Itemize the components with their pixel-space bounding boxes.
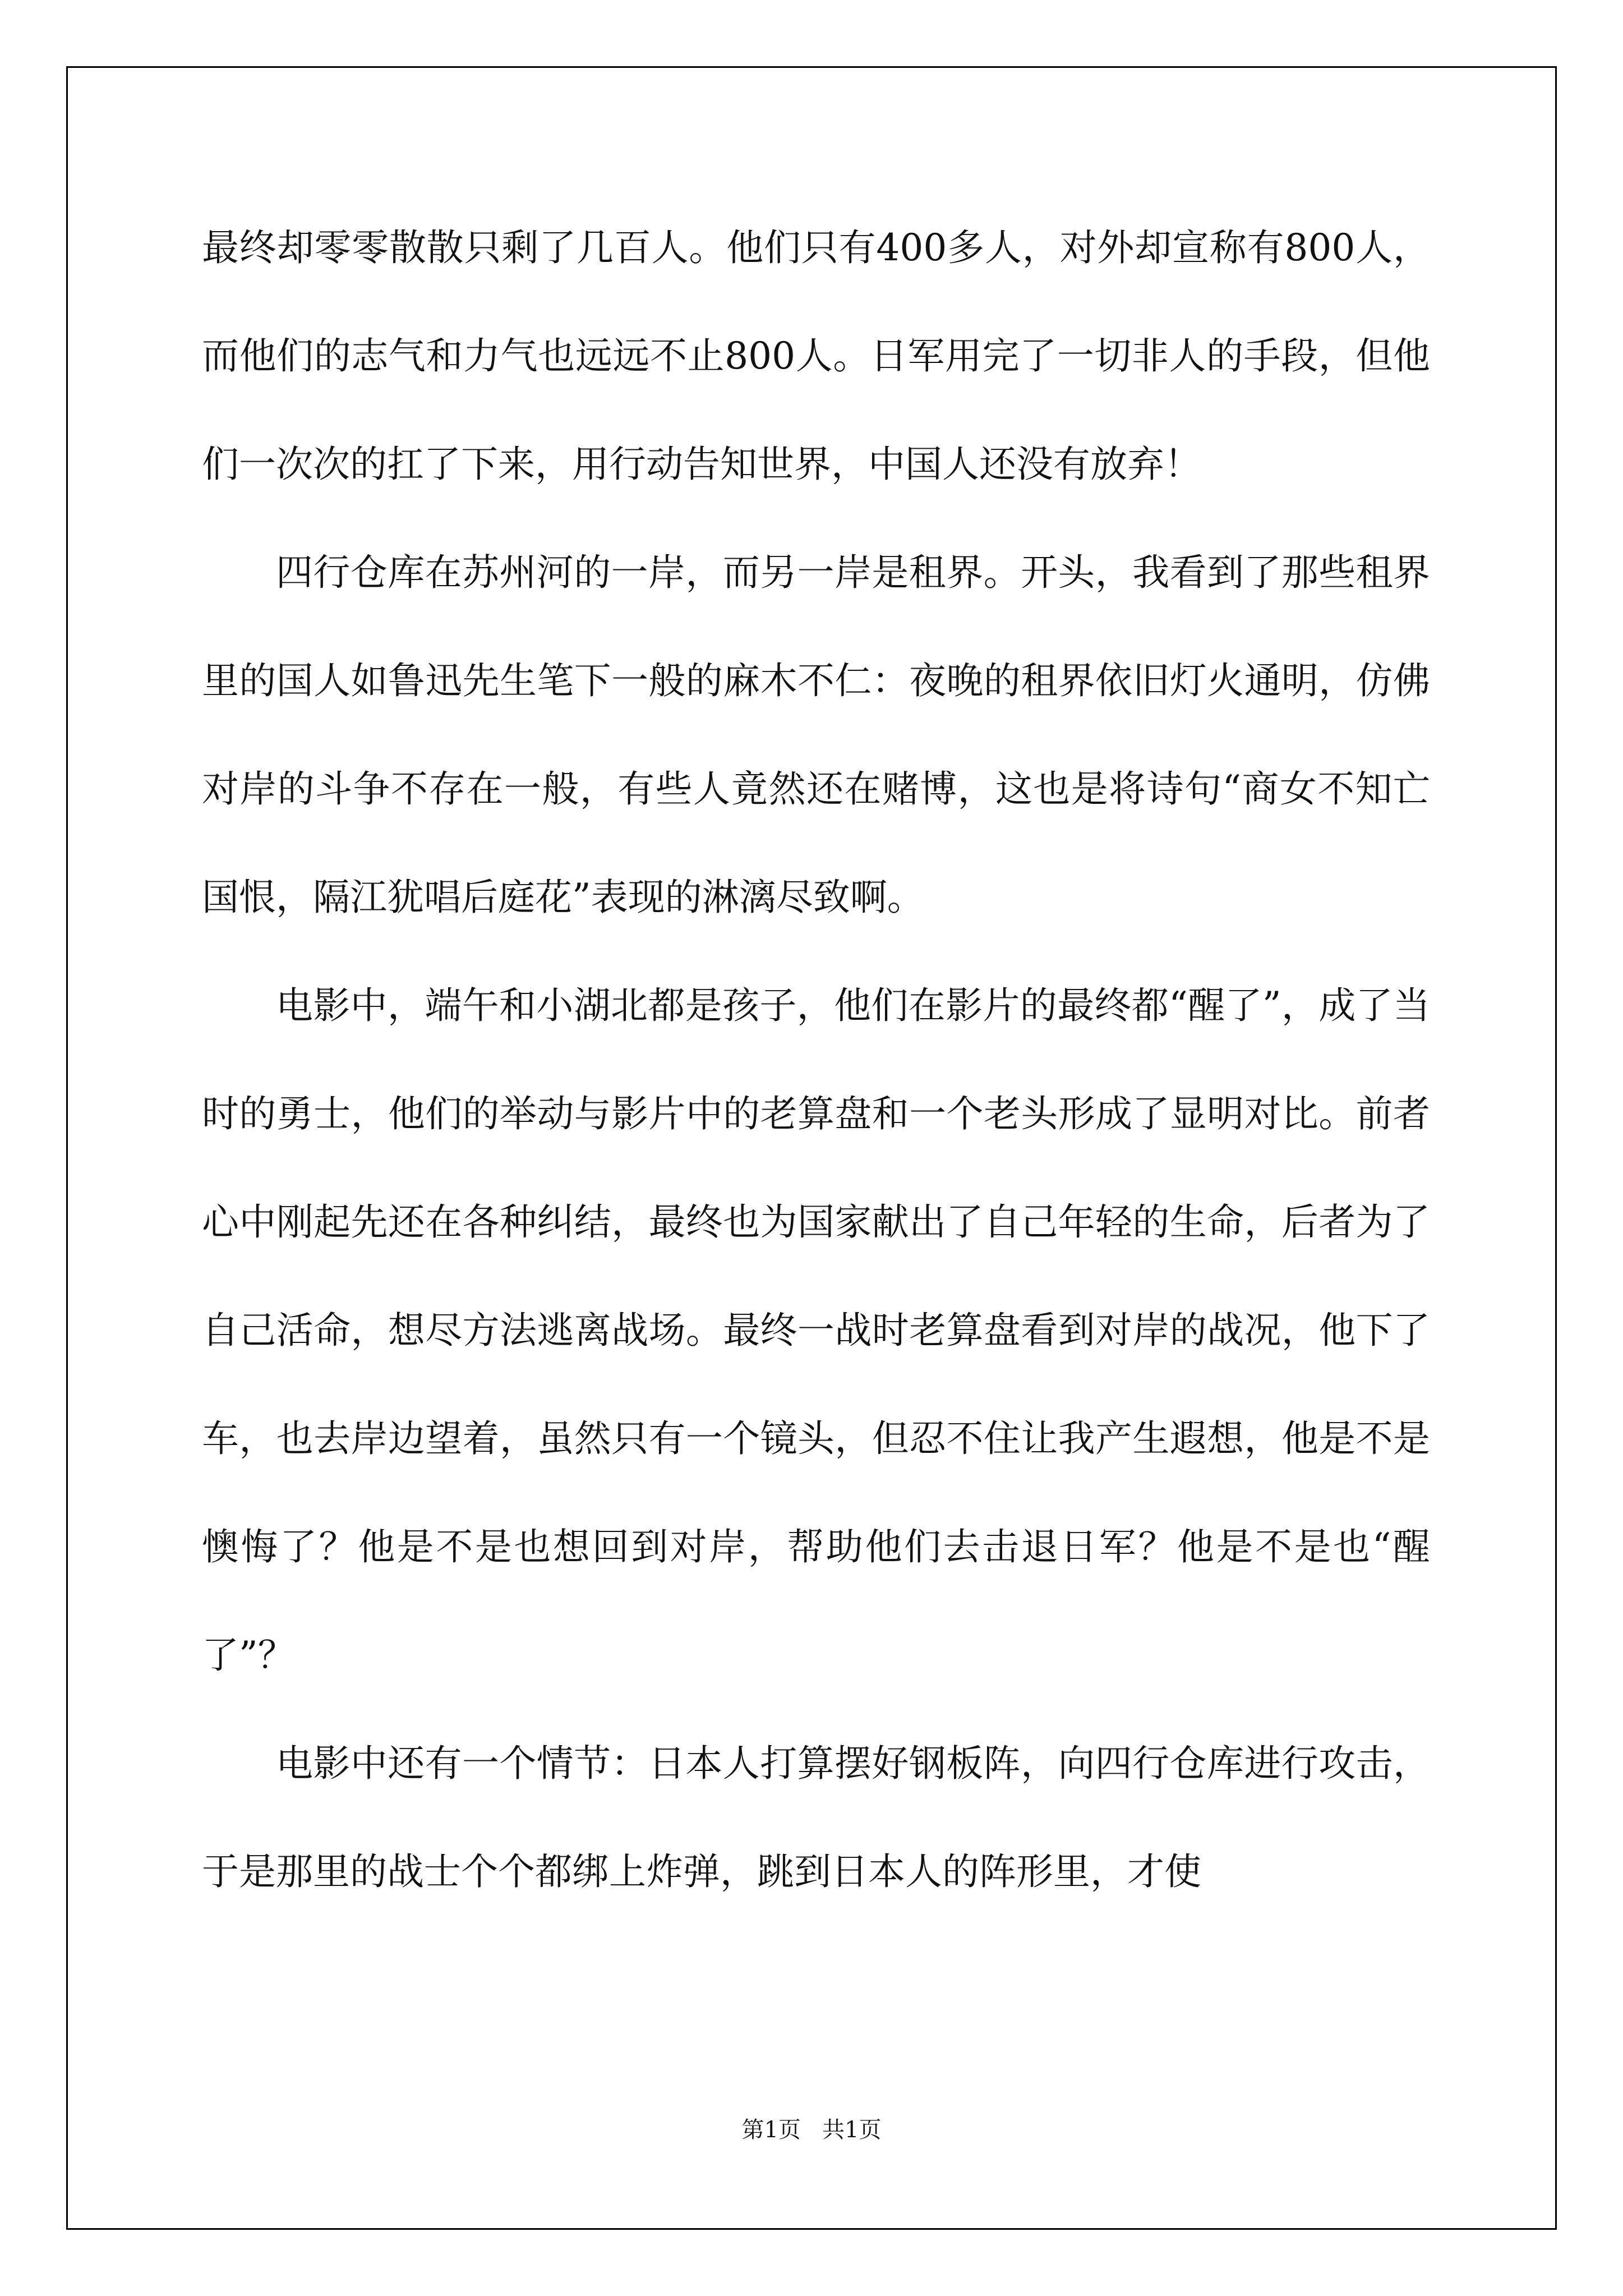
paragraph-3: 电影中，端午和小湖北都是孩子，他们在影片的最终都“醒了”，成了当时的勇士，他们的举动与影片中的老算盘和一个老头形成了显明对比。前者心中刚起先还在各种纠结，最终也为国家献出了自己年轻的生命，后者为了自己活命，想尽方法逃离战场。最终一战时老算盘看到对岸的战况，他下了车，也去岸边望着，虽然只有一个镜头，但忍不住让我产生遐想，他是不是懊悔了？他是不是也想回到对岸，帮助他们去击退日军？他是不是也“醒了”？: [202, 984, 1430, 1677]
paragraph-2: 四行仓库在苏州河的一岸，而另一岸是租界。开头，我看到了那些租界里的国人如鲁迅先生笔下一般的麻木不仁：夜晚的租界依旧灯火通明，仿佛对岸的斗争不存在一般，有些人竟然还在赌博，这也是将诗句“商女不知亡国恨，隔江犹唱后庭花”表现的淋漓尽致啊。: [202, 551, 1430, 919]
page-number-footer: 第1页 共1页: [741, 2117, 882, 2143]
paragraph-1: 最终却零零散散只剩了几百人。他们只有400多人，对外却宣称有800人，而他们的志气和力气也远远不止800人。日军用完了一切非人的手段，但他们一次次的扛了下来，用行动告知世界，中国人还没有放弃！: [202, 226, 1430, 486]
paragraph-4: 电影中还有一个情节：日本人打算摆好钢板阵，向四行仓库进行攻击，于是那里的战士个个都绑上炸弹，跳到日本人的阵形里，才使: [202, 1742, 1430, 1893]
document-body: [202, 194, 1430, 1926]
